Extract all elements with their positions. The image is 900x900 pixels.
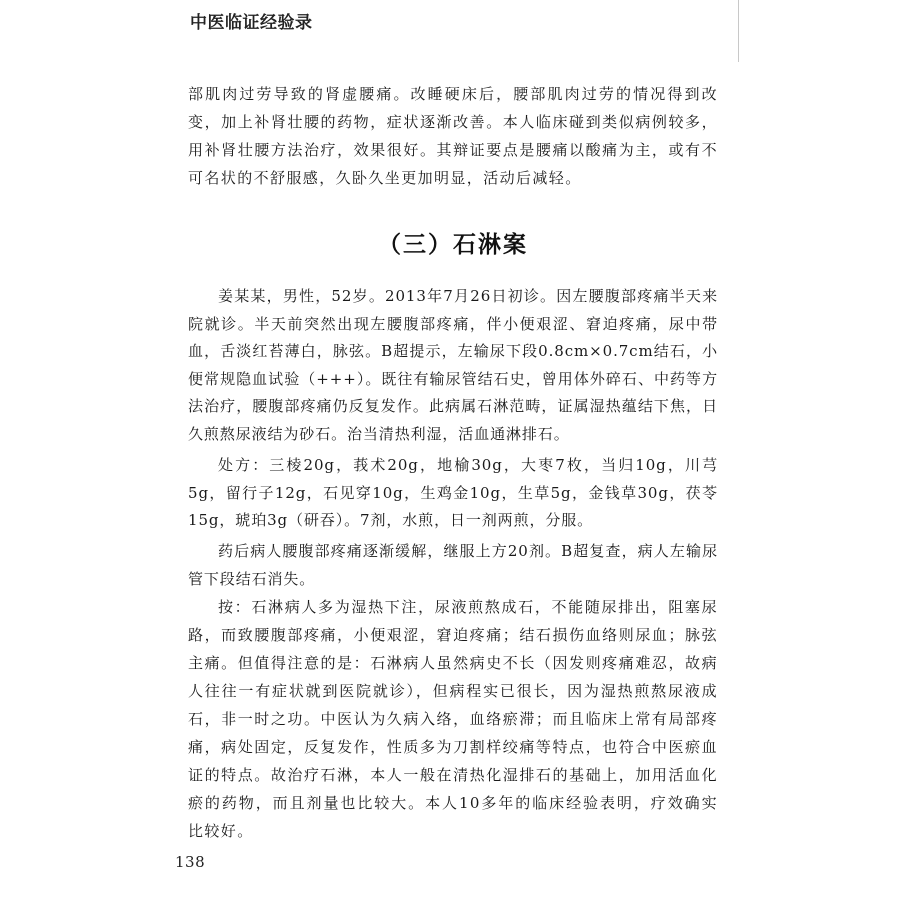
- section-heading: （三）石淋案: [378, 232, 528, 258]
- paragraph-intro-continuation: 部肌肉过劳导致的肾虚腰痛。改睡硬床后，腰部肌肉过劳的情况得到改变，加上补肾壮腰的药物，症状逐渐改善。本人临床碰到类似病例较多，用补肾壮腰方法治疗，效果很好。其辩证要点是腰痛以酸痛为主，或有不可名状的不舒服感，久卧久坐更加明显，活动后减轻。: [188, 85, 718, 187]
- page-number: 138: [175, 853, 206, 871]
- paragraph-commentary: 按：石淋病人多为湿热下注，尿液煎熬成石，不能随尿排出，阻塞尿路，而致腰腹部疼痛，小便艰涩，窘迫疼痛；结石损伤血络则尿血；脉弦主痛。但值得注意的是：石淋病人虽然病史不长（因发则疼痛难忍，故病人往往一有症状就到医院就诊），但病程实已很长，因为湿热煎熬尿液成石，非一时之功。中医认为久病入络，血络瘀滞；而且临床上常有局部疼痛，病处固定，反复发作，性质多为刀割样绞痛等特点，也符合中医瘀血证的特点。故治疗石淋，本人一般在清热化湿排石的基础上，加用活血化瘀的药物，而且剂量也比较大。本人10多年的临床经验表明，疗效确实比较好。: [188, 598, 718, 840]
- paragraph-case-record: 姜某某，男性，52岁。2013年7月26日初诊。因左腰腹部疼痛半天来院就诊。半天前突然出现左腰腹部疼痛，伴小便艰涩、窘迫疼痛，尿中带血，舌淡红苔薄白，脉弦。B超提示，左输尿下段0.8cm×0.7cm结石，小便常规隐血试验（+++）。既往有输尿管结石史，曾用体外碎石、中药等方法治疗，腰腹部疼痛仍反复发作。此病属石淋范畴，证属湿热蕴结下焦，日久煎熬尿液结为砂石。治当清热利湿，活血通淋排石。: [188, 287, 718, 443]
- page-edge-rule: [738, 0, 739, 62]
- paragraph-followup: 药后病人腰腹部疼痛逐渐缓解，继服上方20剂。B超复查，病人左输尿管下段结石消失。: [188, 542, 718, 588]
- paragraph-prescription: 处方：三棱20g，莪术20g，地榆30g，大枣7枚，当归10g，川芎5g，留行子12g，石见穿10g，生鸡金10g，生草5g，金钱草30g，茯苓15g，琥珀3g（研吞）。7剂，水煎，日一剂两煎，分服。: [188, 456, 718, 529]
- running-header-title: 中医临证经验录: [190, 13, 313, 33]
